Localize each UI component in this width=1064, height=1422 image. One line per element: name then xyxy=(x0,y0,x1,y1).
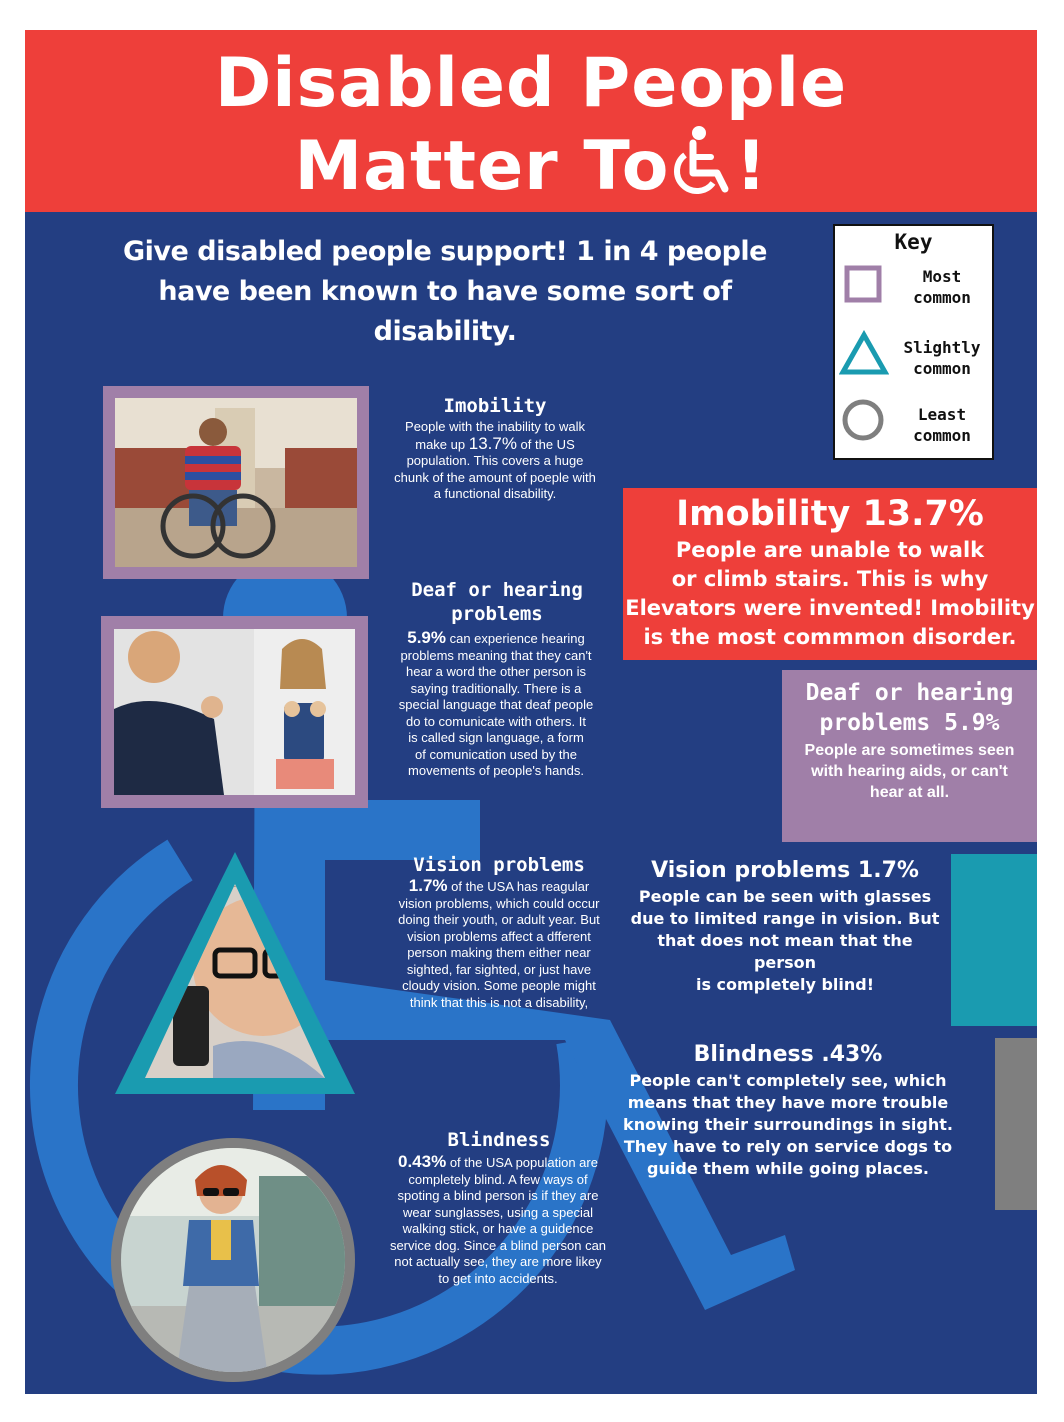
desc-line: service dog. Since a blind person can xyxy=(389,1237,607,1253)
vision-photo-triangle xyxy=(113,846,358,1096)
desc-line: population. This covers a huge xyxy=(406,453,584,468)
key-label-line: common xyxy=(913,426,971,445)
summary-title: Blindness .43% xyxy=(693,1042,883,1067)
desc-text: make up xyxy=(415,436,469,452)
deaf-stat: 5.9% xyxy=(407,628,446,647)
summary-title: Vision problems 1.7% xyxy=(651,858,919,883)
desc-line: spoting a blind person is if they are xyxy=(397,1188,599,1203)
desc-text: can experience hearing xyxy=(445,631,585,646)
subtitle xyxy=(85,232,805,352)
desc-line: wear sunglasses, using a special xyxy=(402,1204,594,1220)
blindness-gray-bar xyxy=(995,1038,1037,1210)
summary-line: People can't completely see, which xyxy=(629,1071,947,1090)
summary-line: is completely blind! xyxy=(695,975,875,994)
desc-line: hear a word the other person is xyxy=(406,664,586,679)
title-line-1: Disabled People xyxy=(214,44,848,123)
deaf-title-line: problems xyxy=(451,603,543,625)
desc-line: do to comunicate with others. It xyxy=(406,713,586,729)
title-exclamation: ! xyxy=(735,127,768,206)
desc-line: movements of people's hands. xyxy=(408,763,584,778)
subtitle-line-2: have been known to have some sort of disability. xyxy=(158,276,732,347)
key-label-line: Most xyxy=(922,267,962,286)
card-title: Deaf or hearing xyxy=(805,680,1014,706)
summary-line: knowing their surroundings in sight. xyxy=(623,1115,953,1134)
desc-line: special language that deaf people xyxy=(398,697,594,712)
summary-line: means that they have more trouble xyxy=(627,1093,949,1112)
key-label-line: Slightly xyxy=(903,338,981,357)
key-label-line: Least xyxy=(917,405,967,424)
card-line: Elevators were invented! Imobility xyxy=(625,596,1035,620)
deaf-photo-frame xyxy=(101,616,368,808)
deaf-title xyxy=(383,578,611,626)
blindness-description xyxy=(381,1154,615,1287)
desc-line: walking stick, or have a guidence xyxy=(402,1221,594,1236)
title-banner xyxy=(25,30,1037,212)
card-line: hear at all. xyxy=(869,784,950,801)
desc-line xyxy=(381,630,611,648)
desc-line: doing their youth, or adult year. But xyxy=(398,912,600,927)
key-title: Key xyxy=(894,230,933,254)
desc-line: think that this is not a disability, xyxy=(409,994,589,1010)
desc-text: of the USA has reagular xyxy=(447,879,590,894)
desc-line xyxy=(371,433,619,454)
triangle-icon xyxy=(839,330,889,376)
immobility-title: Imobility xyxy=(443,395,547,417)
immobility-photo-frame xyxy=(103,386,369,579)
immobility-stat: 13.7% xyxy=(468,433,517,453)
blindness-stat: 0.43% xyxy=(398,1152,447,1171)
key-legend xyxy=(833,224,994,460)
desc-line xyxy=(381,1154,615,1172)
sign-language-photo xyxy=(114,629,355,795)
immobility-description xyxy=(371,419,619,503)
desc-line: saying traditionally. There is a xyxy=(410,680,582,696)
card-title: problems 5.9% xyxy=(819,710,1000,736)
subtitle-line-1: Give disabled people support! 1 in 4 people xyxy=(123,236,767,267)
card-line: is the most commmon disorder. xyxy=(643,625,1017,649)
square-icon xyxy=(843,264,883,304)
key-label-line: common xyxy=(913,288,971,307)
desc-line: of comunication used by the xyxy=(415,746,577,762)
key-label-slightly-common xyxy=(897,337,987,379)
summary-line: People can be seen with glasses xyxy=(638,887,932,906)
vision-title: Vision problems xyxy=(413,854,585,876)
card-line: with hearing aids, or can't xyxy=(811,763,1008,780)
desc-line: vision problems affect a dfferent xyxy=(407,928,591,944)
desc-line: completely blind. A few ways of xyxy=(408,1171,588,1187)
desc-line: person making them either near xyxy=(407,945,591,960)
title-line-2-text: Matter To xyxy=(294,127,670,206)
card-line: People are sometimes seen xyxy=(804,742,1015,759)
circle-icon xyxy=(841,398,885,442)
vision-description xyxy=(381,878,617,1011)
summary-line: They have to rely on service dogs to xyxy=(623,1137,953,1156)
desc-line: cloudy vision. Some people might xyxy=(402,978,596,993)
key-label-most-common xyxy=(897,266,987,308)
key-label-line: common xyxy=(913,359,971,378)
desc-line: vision problems, which could occur xyxy=(398,895,600,911)
desc-text: of the US xyxy=(516,436,575,452)
deaf-title-line: Deaf or hearing xyxy=(411,579,583,601)
vision-summary xyxy=(625,856,945,996)
wheelchair-icon xyxy=(669,125,735,213)
deaf-description xyxy=(381,630,611,780)
deaf-summary-card xyxy=(782,670,1037,842)
infographic-poster xyxy=(25,30,1037,1394)
desc-line: to get into accidents. xyxy=(438,1270,558,1286)
card-line: or climb stairs. This is why xyxy=(671,567,989,591)
summary-line: due to limited range in vision. But xyxy=(630,909,940,928)
desc-line: People with the inability to walk xyxy=(405,419,585,434)
desc-line xyxy=(381,878,617,896)
desc-line: chunk of the amount of poeple with xyxy=(394,469,596,485)
desc-line: not actually see, they are more likey xyxy=(394,1254,602,1269)
immobility-summary-card xyxy=(623,488,1037,660)
key-label-least-common xyxy=(897,404,987,446)
wheelchair-boy-photo xyxy=(115,398,357,567)
desc-text: of the USA population are xyxy=(446,1155,598,1170)
desc-line: sighted, far sighted, or just have xyxy=(406,961,592,977)
card-line: People are unable to walk xyxy=(675,538,985,562)
vision-stat: 1.7% xyxy=(408,876,448,895)
blindness-photo-circle xyxy=(109,1136,357,1384)
card-title: Imobility 13.7% xyxy=(676,494,984,534)
summary-line: that does not mean that the person xyxy=(657,931,913,972)
desc-line: problems meaning that they can't xyxy=(400,647,592,663)
desc-line: a functional disability. xyxy=(433,486,557,501)
title-line-2 xyxy=(25,125,1037,213)
desc-line: is called sign language, a form xyxy=(408,730,584,745)
summary-line: guide them while going places. xyxy=(647,1159,929,1178)
vision-teal-bar xyxy=(951,854,1037,1026)
blindness-title: Blindness xyxy=(447,1129,551,1151)
blindness-summary xyxy=(621,1040,955,1180)
